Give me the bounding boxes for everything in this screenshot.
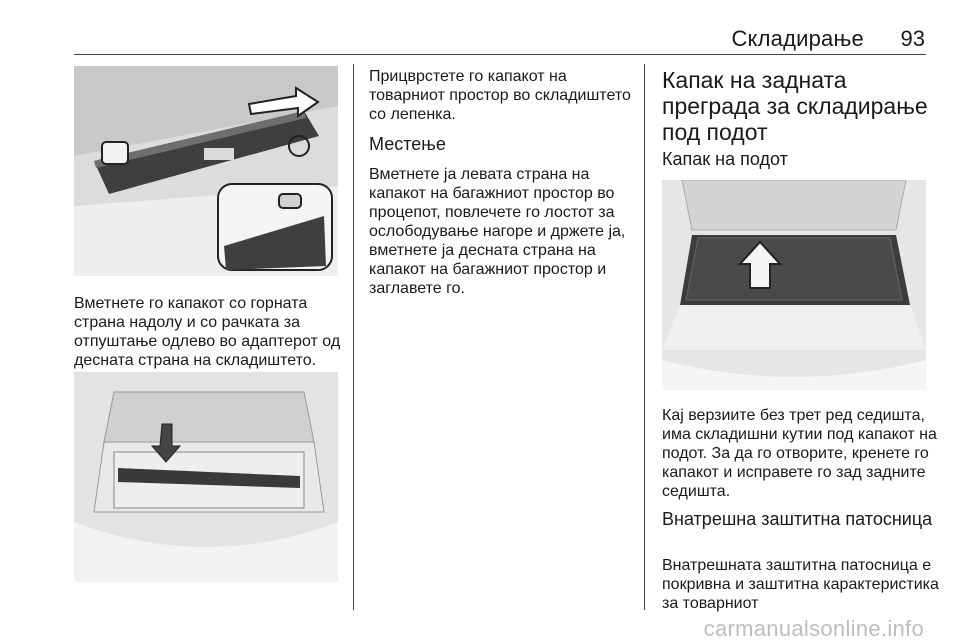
figure-cover-storage-drawing (74, 372, 338, 582)
page-number: 93 (900, 26, 925, 51)
text-protective-mat: Внатрешната заштитна патосница е покривна и заштитна карактеристика за товарниот (662, 557, 939, 612)
figure-floor-cover (662, 180, 926, 390)
heading-floor-storage: Капак на задната преграда за складирање под подот (662, 67, 928, 145)
figure-cover-insertion (74, 66, 338, 276)
heading-installation: Местење (369, 134, 446, 154)
column-divider-left (353, 64, 354, 610)
text-installation: Вметнете ја левата страна на капакот на багажниот простор во процепот, повлечете го лостот за ослободување нагоре и држете ја, вметнете ја десната страна на капакот на багажниот простор и заглавете го. (369, 166, 626, 297)
subheading-floor-cover: Капак на подот (662, 149, 788, 169)
heading-protective-mat: Внатрешна заштитна патосница (662, 509, 933, 529)
figure-cover-insertion-drawing (74, 66, 338, 276)
text-floor-cover: Кај верзиите без трет ред седишта, има складишни кутии под капакот на подот. За да го отворите, кренете го капакот и исправете го зад задните седишта. (662, 407, 937, 500)
watermark: carmanualsonline.info (703, 616, 924, 641)
column-divider-right (644, 64, 645, 610)
caption-cover-insertion: Вметнете го капакот со горната страна надолу и со рачката за отпуштање одлево во адаптерот од десната страна на складиштето. (74, 295, 341, 369)
page-header-title: Складирање (731, 26, 864, 51)
text-attach-cover: Прицврстете го капакот на товарниот простор во складиштето со лепенка. (369, 68, 631, 123)
figure-floor-cover-drawing (662, 180, 926, 390)
figure-cover-storage (74, 372, 338, 582)
header-rule (74, 54, 926, 55)
